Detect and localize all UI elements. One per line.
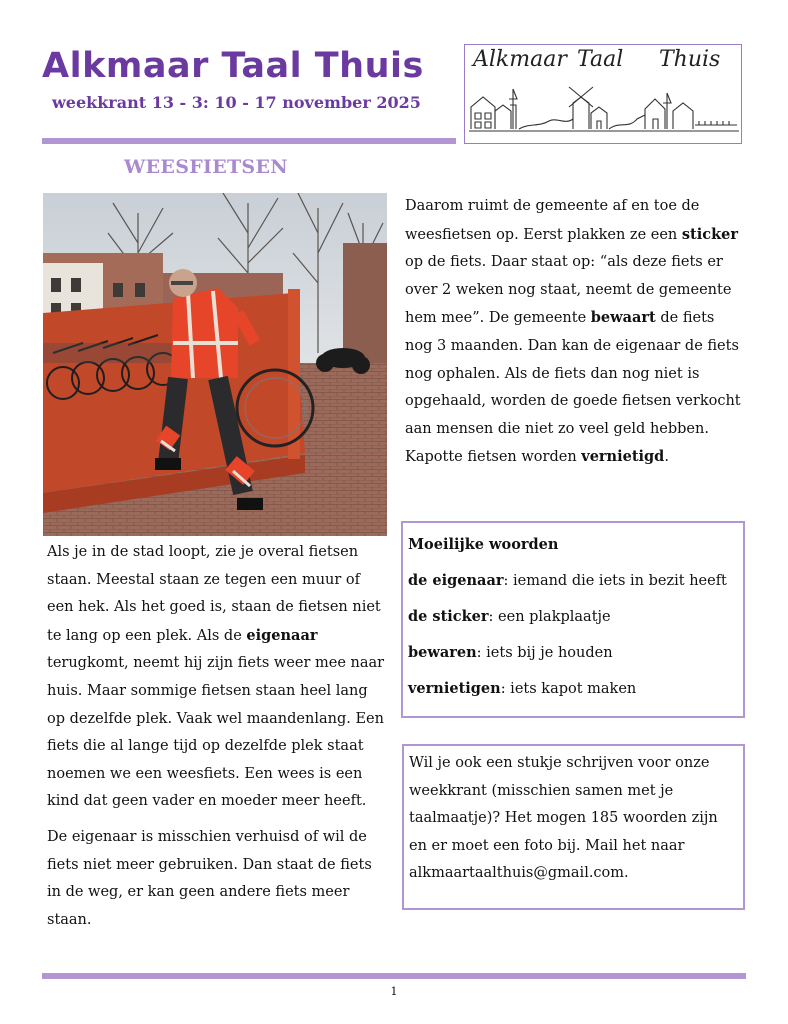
text-run: De eigenaar is misschien verhuisd of wil de fiets niet meer gebruiken. Dan staat de fiets in de weg, er kan geen andere fiets meer staan. [47, 828, 372, 928]
newspaper-title: Alkmaar Taal Thuis [42, 46, 424, 86]
paragraph [47, 539, 387, 816]
glossary-heading [408, 527, 738, 563]
glossary-item [408, 671, 738, 707]
glossary-definition: : iets bij je houden [476, 645, 613, 661]
glossary-definition: : een plakplaatje [488, 609, 611, 625]
skyline-drawing [469, 85, 739, 137]
paragraph [47, 824, 387, 934]
call-to-action-text: Wil je ook een stukje schrijven voor onze weekkrant (misschien samen met je taalmaatje)? Het mogen 185 woorden zijn en er moet een foto bij. Mail het naar alkmaartaalthuis@gmail.com. [409, 755, 718, 882]
page-number: 1 [390, 985, 398, 998]
header-divider [42, 138, 456, 144]
keyword-bewaart: bewaart [590, 309, 656, 327]
keyword-eigenaar: eigenaar [246, 626, 318, 644]
paragraph [405, 193, 745, 472]
text-run: Daarom ruimt de gemeente af en toe de weesfietsen op. Eerst plakken ze een [405, 198, 700, 243]
text-run: op de fiets. Daar staat op: “als deze fiets er over 2 weken nog staat, neemt de gemeente hem mee”. De gemeente [405, 254, 732, 327]
glossary-box [401, 521, 745, 718]
text-run: Als je in de stad loopt, zie je overal fietsen staan. Meestal staan ze tegen een muur of een hek. Als het goed is, staan de fietsen niet te lang op een plek. Als de [47, 544, 381, 644]
article-photo [43, 193, 387, 536]
logo [464, 44, 742, 144]
call-to-action-box [402, 744, 745, 910]
bike-collection-photo [43, 193, 387, 536]
keyword-sticker: sticker [681, 225, 738, 243]
glossary-item [408, 635, 738, 671]
text-run: . [664, 449, 669, 466]
text-run: de fiets nog 3 maanden. Dan kan de eigenaar de fiets nog ophalen. Als de fiets dan nog niet is opgehaald, worden de goede fietsen verkocht aan mensen die niet zo veel geld hebben. Kapotte fietsen worden [405, 310, 741, 466]
glossary-term: de sticker [408, 608, 489, 625]
glossary-term: bewaren [408, 644, 477, 661]
logo-word-alkmaar: Alkmaar [473, 47, 567, 72]
article-heading: WEESFIETSEN [124, 156, 288, 178]
glossary-definition: : iets kapot maken [500, 681, 637, 697]
glossary-definition: : iemand die iets in bezit heeft [503, 573, 727, 589]
edition-subtitle: weekkrant 13 - 3: 10 - 17 november 2025 [52, 93, 421, 112]
glossary-term: vernietigen [408, 680, 501, 697]
logo-word-thuis: Thuis [659, 47, 721, 72]
footer-divider [42, 973, 746, 979]
glossary-term: de eigenaar [408, 572, 504, 589]
logo-word-taal: Taal [577, 47, 624, 72]
glossary-item [408, 563, 738, 599]
text-run: terugkomt, neemt hij zijn fiets weer mee naar huis. Maar sommige fietsen staan heel lang op dezelfde plek. Vaak wel maandenlang. Een fiets die al lange tijd op dezelfde plek staat noemen we een weesfiets. Een wees is een kind dat geen vader en moeder meer heeft. [47, 655, 385, 810]
article-right-column [405, 193, 745, 480]
keyword-vernietigd: vernietigd [581, 448, 665, 466]
glossary-item [408, 599, 738, 635]
article-left-column [47, 539, 387, 942]
glossary-heading-text: Moeilijke woorden [408, 536, 559, 553]
